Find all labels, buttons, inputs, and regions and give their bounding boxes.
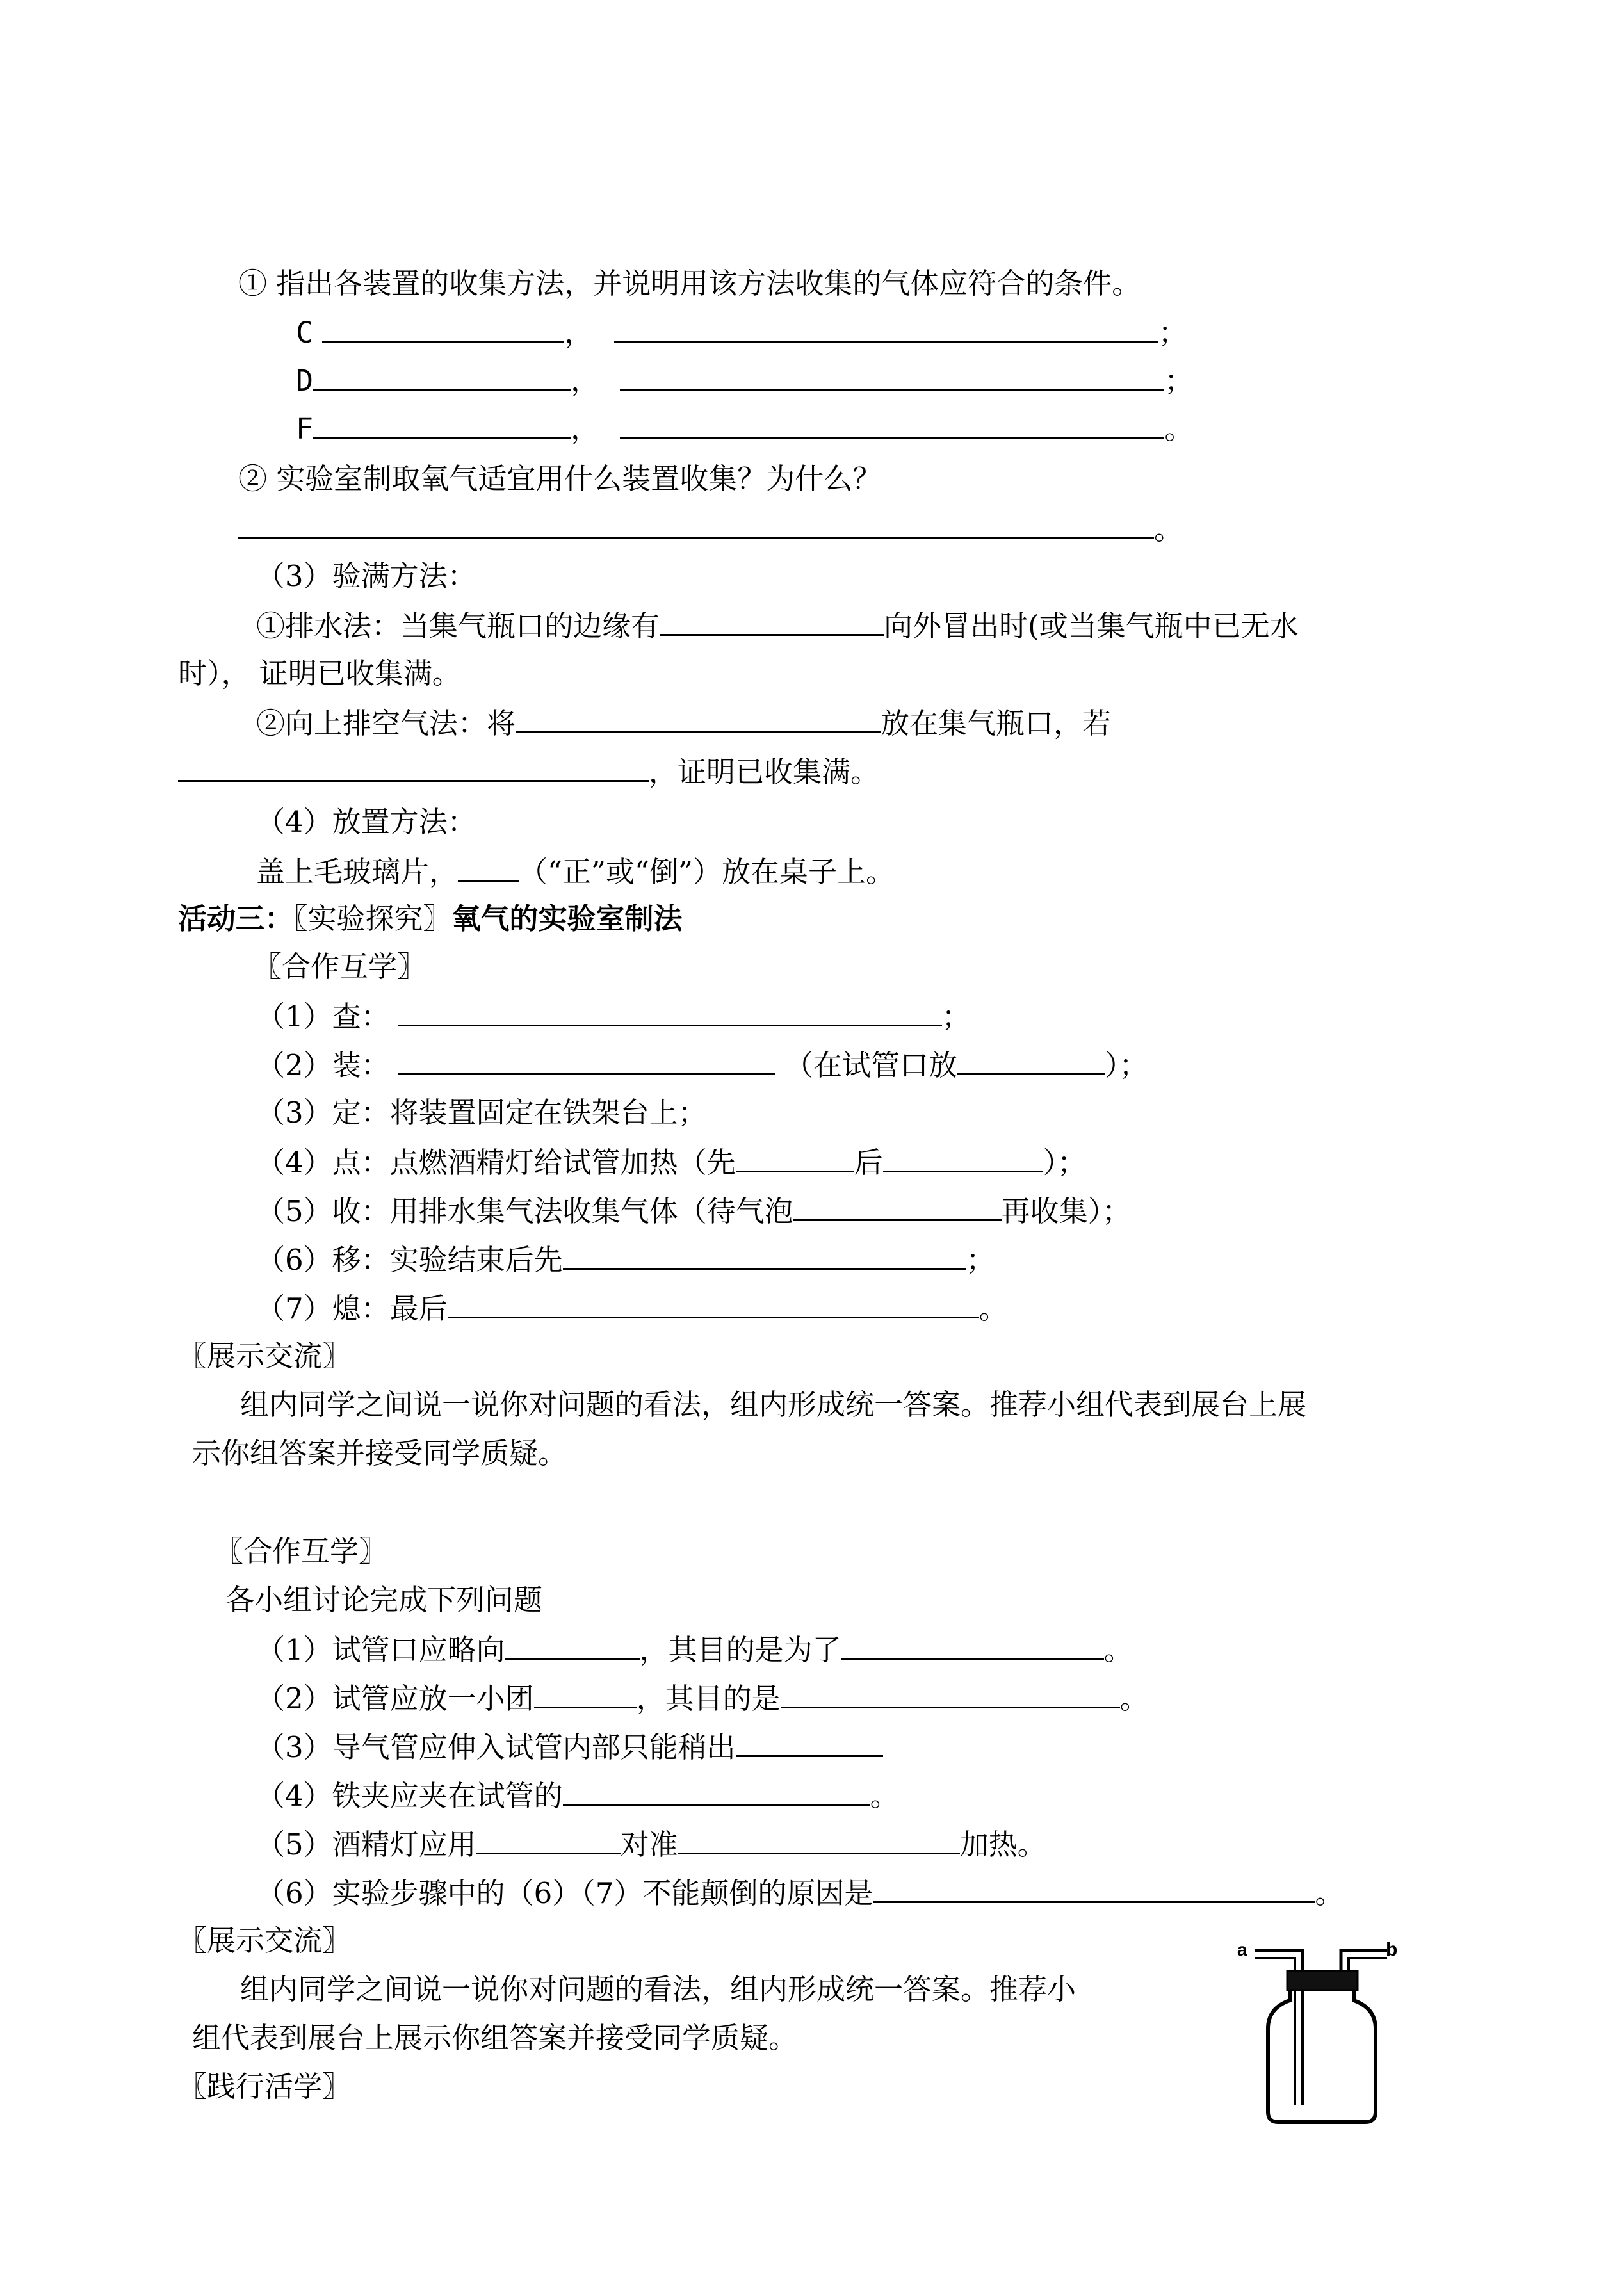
coop2-q5-flame-blank[interactable] [476, 1824, 621, 1854]
step-extinguish: （7）熄：最后 。 [256, 1288, 1008, 1328]
q1-label-c: C [296, 316, 314, 350]
rubber-stopper [1287, 1971, 1358, 1990]
q1-label-d: D [296, 364, 314, 398]
coop2-q3: （3）导气管应伸入试管内部只能稍出 [256, 1727, 883, 1767]
step-light: （4）点：点燃酒精灯给试管加热（先 后 ）； [256, 1142, 1086, 1182]
air-method-line: ②向上排空气法：将 放在集气瓶口，若 [256, 703, 1111, 743]
coop2-q2: （2）试管应放一小团 ，其目的是 。 [256, 1678, 1149, 1718]
step-load: （2）装： （在试管口放 ）； [256, 1045, 1148, 1085]
air-result-blank[interactable] [178, 752, 649, 782]
q1-row-f: F ， 。 [296, 409, 1193, 448]
q2-answer-row: 。 [238, 509, 1183, 549]
coop2-q1-purpose-blank[interactable] [841, 1630, 1104, 1660]
gas-bottle-figure [1228, 1933, 1414, 2125]
show1-line-1: 组内同学之间说一说你对问题的看法，组内形成统一答案。推荐小组代表到展台上展 [240, 1388, 1307, 1422]
port-label-a: a [1237, 1940, 1247, 1959]
step-collect: （5）收：用排水集气法收集气体（待气泡 再收集）； [256, 1191, 1131, 1231]
coop2-q2-purpose-blank[interactable] [781, 1678, 1120, 1708]
step-check-blank[interactable] [398, 996, 942, 1026]
step-load-tube-blank[interactable] [957, 1045, 1105, 1075]
coop2-q2-item-blank[interactable] [534, 1678, 637, 1708]
q1-d-condition-blank[interactable] [620, 361, 1164, 391]
step-check: （1）查： ； [256, 996, 971, 1036]
q1-f-method-blank[interactable] [313, 409, 571, 439]
step-move-blank[interactable] [563, 1240, 966, 1270]
water-bubbles-blank[interactable] [660, 606, 884, 636]
coop2-q6-blank[interactable] [873, 1873, 1315, 1903]
coop-heading-2: 〖合作互学〗 [215, 1534, 388, 1568]
q1-c-method-blank[interactable] [322, 312, 564, 343]
coop2-q3-blank[interactable] [736, 1727, 883, 1757]
coop2-intro: 各小组讨论完成下列问题 [225, 1583, 543, 1617]
coop2-q4-blank[interactable] [563, 1776, 870, 1806]
q1-row-c: C ， ； [296, 312, 1187, 352]
coop2-q4: （4）铁夹应夹在试管的 。 [256, 1776, 899, 1815]
step-fix: （3）定：将装置固定在铁架台上； [256, 1096, 707, 1130]
air-method-line-2: ，证明已收集满。 [178, 752, 879, 791]
bottle-body [1268, 1990, 1376, 2122]
show2-line-2: 组代表到展台上展示你组答案并接受同学质疑。 [192, 2021, 798, 2055]
step-light-first-blank[interactable] [736, 1142, 854, 1172]
show2-line-1: 组内同学之间说一说你对问题的看法，组内形成统一答案。推荐小 [240, 1972, 1076, 2006]
coop2-q1: （1）试管口应略向 ，其目的是为了 。 [256, 1630, 1133, 1669]
water-method-line-2: 时）， 证明已收集满。 [178, 656, 461, 690]
show-heading-1: 〖展示交流〗 [178, 1339, 352, 1373]
step-collect-blank[interactable] [793, 1191, 1002, 1221]
q2-answer-blank[interactable] [238, 509, 1154, 539]
practice-heading: 〖践行活学〗 [178, 2070, 352, 2104]
placement-blank[interactable] [458, 852, 519, 882]
step-light-then-blank[interactable] [883, 1142, 1043, 1172]
q1-c-condition-blank[interactable] [614, 312, 1158, 343]
port-label-b: b [1386, 1939, 1398, 1960]
q2-stem: ② 实验室制取氧气适宜用什么装置收集？为什么？ [238, 462, 882, 496]
full-check-heading: （3）验满方法： [256, 559, 476, 593]
q1-stem: ① 指出各装置的收集方法，并说明用该方法收集的气体应符合的条件。 [238, 266, 1141, 300]
activity3-title: 活动三：〖实验探究〗氧气的实验室制法 [178, 902, 683, 936]
step-extinguish-blank[interactable] [448, 1288, 979, 1318]
water-method-line: ①排水法：当集气瓶口的边缘有 向外冒出时(或当集气瓶中已无水 [256, 606, 1299, 645]
coop2-q5-target-blank[interactable] [678, 1824, 960, 1854]
show1-line-2: 示你组答案并接受同学质疑。 [192, 1436, 567, 1470]
coop2-q5: （5）酒精灯应用 对准 加热。 [256, 1824, 1046, 1864]
show-heading-2: 〖展示交流〗 [178, 1924, 352, 1958]
q1-d-method-blank[interactable] [313, 361, 571, 391]
coop2-q6: （6）实验步骤中的（6）（7）不能颠倒的原因是 。 [256, 1873, 1344, 1913]
q1-f-condition-blank[interactable] [620, 409, 1164, 439]
q1-row-d: D ， ； [296, 361, 1193, 400]
coop-heading-1: 〖合作互学〗 [253, 950, 426, 984]
q1-label-f: F [296, 412, 314, 446]
placement-heading: （4）放置方法： [256, 805, 476, 839]
step-move: （6）移：实验结束后先 ； [256, 1240, 995, 1279]
air-item-blank[interactable] [516, 703, 881, 733]
step-load-blank[interactable] [398, 1045, 775, 1075]
coop2-q1-direction-blank[interactable] [505, 1630, 640, 1660]
placement-line: 盖上毛玻璃片， （“正”或“倒”）放在桌子上。 [256, 852, 895, 891]
